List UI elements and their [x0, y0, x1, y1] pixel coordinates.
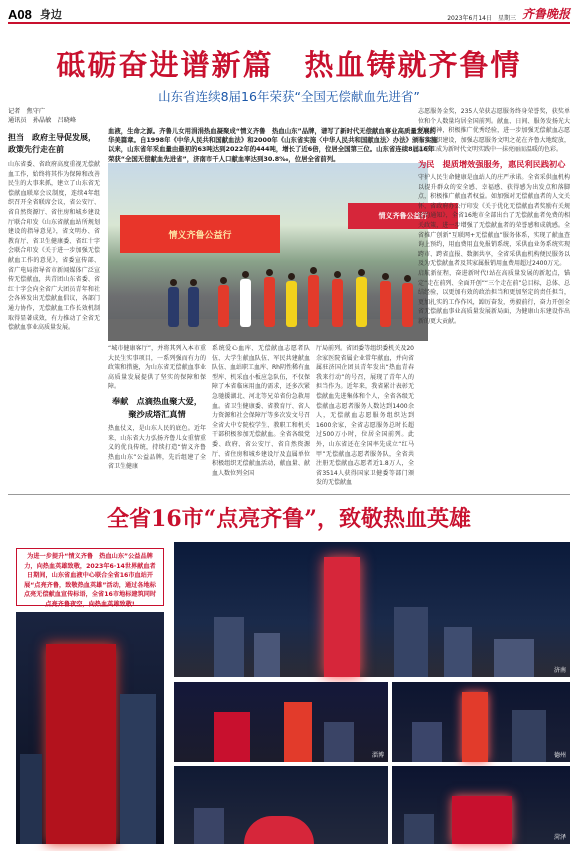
building: [404, 814, 434, 844]
runner-figure: [240, 279, 251, 327]
building: [394, 607, 428, 677]
lit-tower: [20, 754, 42, 844]
building: [512, 710, 546, 762]
page-number: A08: [8, 7, 32, 22]
lit-tower: [214, 712, 250, 762]
photo-city-label: 德州: [553, 752, 566, 759]
lit-tower: [120, 694, 156, 844]
main-headline: 砥砺奋进谱新篇 热血铸就齐鲁情: [56, 48, 522, 82]
runner-figure: [308, 275, 319, 327]
column-2-body-1: “城市健康客厅”，并将其列入本市重大民生实事项目，一系列强而有力的政策和措施，为山东省无偿献血事业高质量发展提供了坚实的保障和保障。: [108, 345, 206, 391]
column-5-body-1: 志愿服务金奖，235人荣获志愿服务终身荣誉奖，获奖单位和个人数量均居全国前列。献血、日间、服务发扬光大献血精神，积极推广优秀经验，进一步加强无偿献血志愿服务组织建设，加强志愿服务文明之花在齐鲁大地绽放，志愿红成为新时代文明实践中一抹亮丽而温暖的色彩。: [418, 108, 570, 154]
photo-city-label: 淄博: [371, 752, 384, 759]
lit-tower: [452, 796, 512, 844]
column-3-body: 系统爱心血库、无偿献血志愿者队伍、大学生献血队伍、军民共建献血队伍、血站职工血库、Rh阴性稀有血型库、机采血小板应急队伍，不仅保障了本省临床用血的需求，还多次紧急驰援湖北、河北等兄弟省份急救用血。省卫生健康委、省教育厅、省人力资源和社会保障厅等多次发文号召全省大中专院校学生、教职工和机关干部积极参加无偿献血。全省各级党委、政府、省公安厅、省自然资源厅、省住房和城乡建设厅及直属单位积极组织无偿献血活动，献血量、献血人数位列全国: [212, 345, 310, 477]
runner-figure: [218, 285, 229, 327]
runner-figure: [380, 281, 391, 327]
night-photo-tower: [16, 612, 164, 844]
lit-tower: [46, 644, 116, 844]
runner-figure: [286, 281, 297, 327]
issue-weekday: 星期三: [497, 15, 516, 22]
runner-figure: [332, 279, 343, 327]
column-5-body-3: 启航新征程，奋进新时代!站在高质量发展的新起点，锚定“走在前列、全面开创”“三个走在前”总目标，总体、总结经验，以更加有效的政治担当和更加坚定的责任担当，更加扎实的工作作风，踔厉奋发，勇毅前行，奋力开创全省无偿献血事业高质量发展新局面，为健康山东建设作出新的更大贡献。: [418, 269, 570, 325]
issue-date: 2023年6月14日: [447, 15, 492, 22]
reporter-credit: 记者 焦守广: [8, 108, 46, 115]
building: [412, 722, 442, 762]
article-column-1: [8, 128, 100, 488]
building: [194, 808, 224, 844]
photo-caption: 为进一步提升“情义齐鲁 热血山东”公益品牌力，向热血英雄致敬，2023年6·14世界献血者日期间，山东省血液中心联合全省16市血站开展“点亮齐鲁，致敬热血英雄”活动，通过各地标点亮无偿献血宣传标语，全省16市地标建筑同时点亮齐鲁夜空，向热血英雄致敬!: [16, 548, 164, 606]
section-heading-dedication: 奉献 点滴热血聚大爱，聚沙成塔汇真情: [111, 395, 203, 419]
masthead: [8, 6, 570, 24]
runner-figure: [168, 287, 179, 327]
photo-city-label: 济南: [553, 667, 566, 674]
bottom-headline: 全省16市“点亮齐鲁”，致敬热血英雄: [107, 506, 471, 532]
building: [254, 633, 280, 677]
building: [444, 627, 472, 677]
runner-figure: [264, 277, 275, 327]
section-name: 身边: [39, 8, 62, 21]
lit-tower: [462, 692, 488, 762]
article-column-3: [212, 344, 310, 489]
byline: [8, 107, 93, 125]
building: [494, 639, 534, 677]
correspondent-credit: 通讯员 孙晶敏 吕晓峰: [8, 117, 77, 124]
lit-tower: [324, 557, 360, 677]
column-4-body: 厅局前列。省团委等组织委机关及20余家医院省属企业常年献血，并向省属驻济国企团员青年发出“热血青春 我来行动”的号召，展现了青年人的担当作为。近年来，我省累计表彰无偿献血先进集体和个人，全省各级无偿献血志愿者服务人数达到1400余人，无偿献血志愿服务组织达到1600余家，全省志愿服务总时长超过500万小时，位居全国前列。此外，山东省还在全国率先成立“红马甲”无偿献血志愿者服务队，全省共注册无偿献血志愿者近1.8万人，全省3514人获得国家卫健委等部门颁发的无偿献血: [316, 345, 414, 487]
section-heading-duty: 担当 政府主导促发展，政策先行走在前: [8, 133, 96, 154]
event-arch: 情义齐鲁公益行: [348, 203, 458, 229]
night-photo-heze: [392, 766, 570, 844]
runner-figure: [402, 283, 413, 327]
article-column-5: [418, 107, 570, 492]
building: [324, 722, 354, 762]
column-2-body-2: 热血仗义，是山东人民的底色。近年来，山东省大力弘扬齐鲁儿女重情重义的优良传统，持续打造“情义齐鲁 热血山东”公益品牌，先后组建了全省卫生健康: [108, 424, 213, 471]
section-divider: [8, 494, 570, 495]
runner-figure: [188, 287, 199, 327]
column-5-body-2: 守护人民生命健康是血站人的庄严承诺。全省采供血机构以提升群众的安全感、幸福感、获得感为出发点和落脚点，积极推广献血者权益。如加强对无偿献血者的人文关怀，省政府办公厅印发《关于优化无偿献血者奖励有关规定的通知》，全省16地市全部出台了无偿献血者免费的相关政策，进一步增强了无偿献血者的荣誉感和成就感。全省推广创新“互联网+无偿献血”服务体系，实现了献血查询上预约，用血费用直免报销系统，采供血业务系统实现跨市、跨省直报、数据共享，全省采供血机构便民服务以及为无偿献血者及其家属报销用血费用超过2400万元。: [418, 173, 570, 268]
sub-headline: 山东省连续8届16年荣获“全国无偿献血先进省”: [158, 89, 420, 104]
lead-paragraph: 血液，生命之源。齐鲁儿女用涓涓热血凝聚成“情义齐鲁 热血山东”品牌，谱写了新时代无偿献血事业高质量发展的华美篇章。自1998年《中华人民共和国献血法》和2000年《山东省实施〈中华人民共和国献血法〉办法》颁布实施以来，山东省年采血量由最初的63吨达到2022年的444吨，增长了近6倍，位居全国第三位。山东省连续8届16年荣获“全国无偿献血先进省”，济南市千人口献血率达到30.8‰，位居全省前列。: [108, 127, 438, 163]
lit-tower: [284, 702, 312, 762]
night-photo-city: [174, 766, 388, 844]
building: [214, 617, 244, 677]
photo-city-label: 菏泽: [553, 834, 566, 841]
column-1-body: 山东省委、省政府高度重视无偿献血工作，始终将其作为保障和改善民生的大事来抓，建立了山东省无偿献血联席会议制度，连续4年组织召开全省联席会议，省公安厅、省自然资源厅、省住房和城乡建设厅联合印发《山东省献血站所规划建设的指导意见》，省文明办、省教育厅、省卫生健康委、省红十字会联合印发《关于进一步加强无偿献血工作的意见》，省委宣传部、省广电局指导省市新闻媒体广泛宣传无偿献血，共青团山东省委、省红十字会向全省广大团员青年和社会各界发出无偿献血倡议，各部门通力协作，无偿献血工作长效机制取得显著成效，有力推动了全省无偿献血事业高质量发展。: [8, 161, 100, 332]
lit-dome: [244, 816, 314, 844]
night-photo-zibo: [174, 682, 388, 762]
article-column-2: [108, 344, 213, 489]
night-photo-jinan: [174, 542, 570, 677]
event-banner: 情义齐鲁公益行: [120, 215, 280, 253]
runner-figure: [356, 277, 367, 327]
paper-logo: 齐鲁晚报: [521, 7, 570, 21]
charity-run-photo: [108, 163, 428, 341]
section-heading-service: 为民 提质增效强服务，惠民利民践初心: [418, 158, 566, 169]
night-photo-dezhou: [392, 682, 570, 762]
article-column-4: [316, 344, 414, 489]
